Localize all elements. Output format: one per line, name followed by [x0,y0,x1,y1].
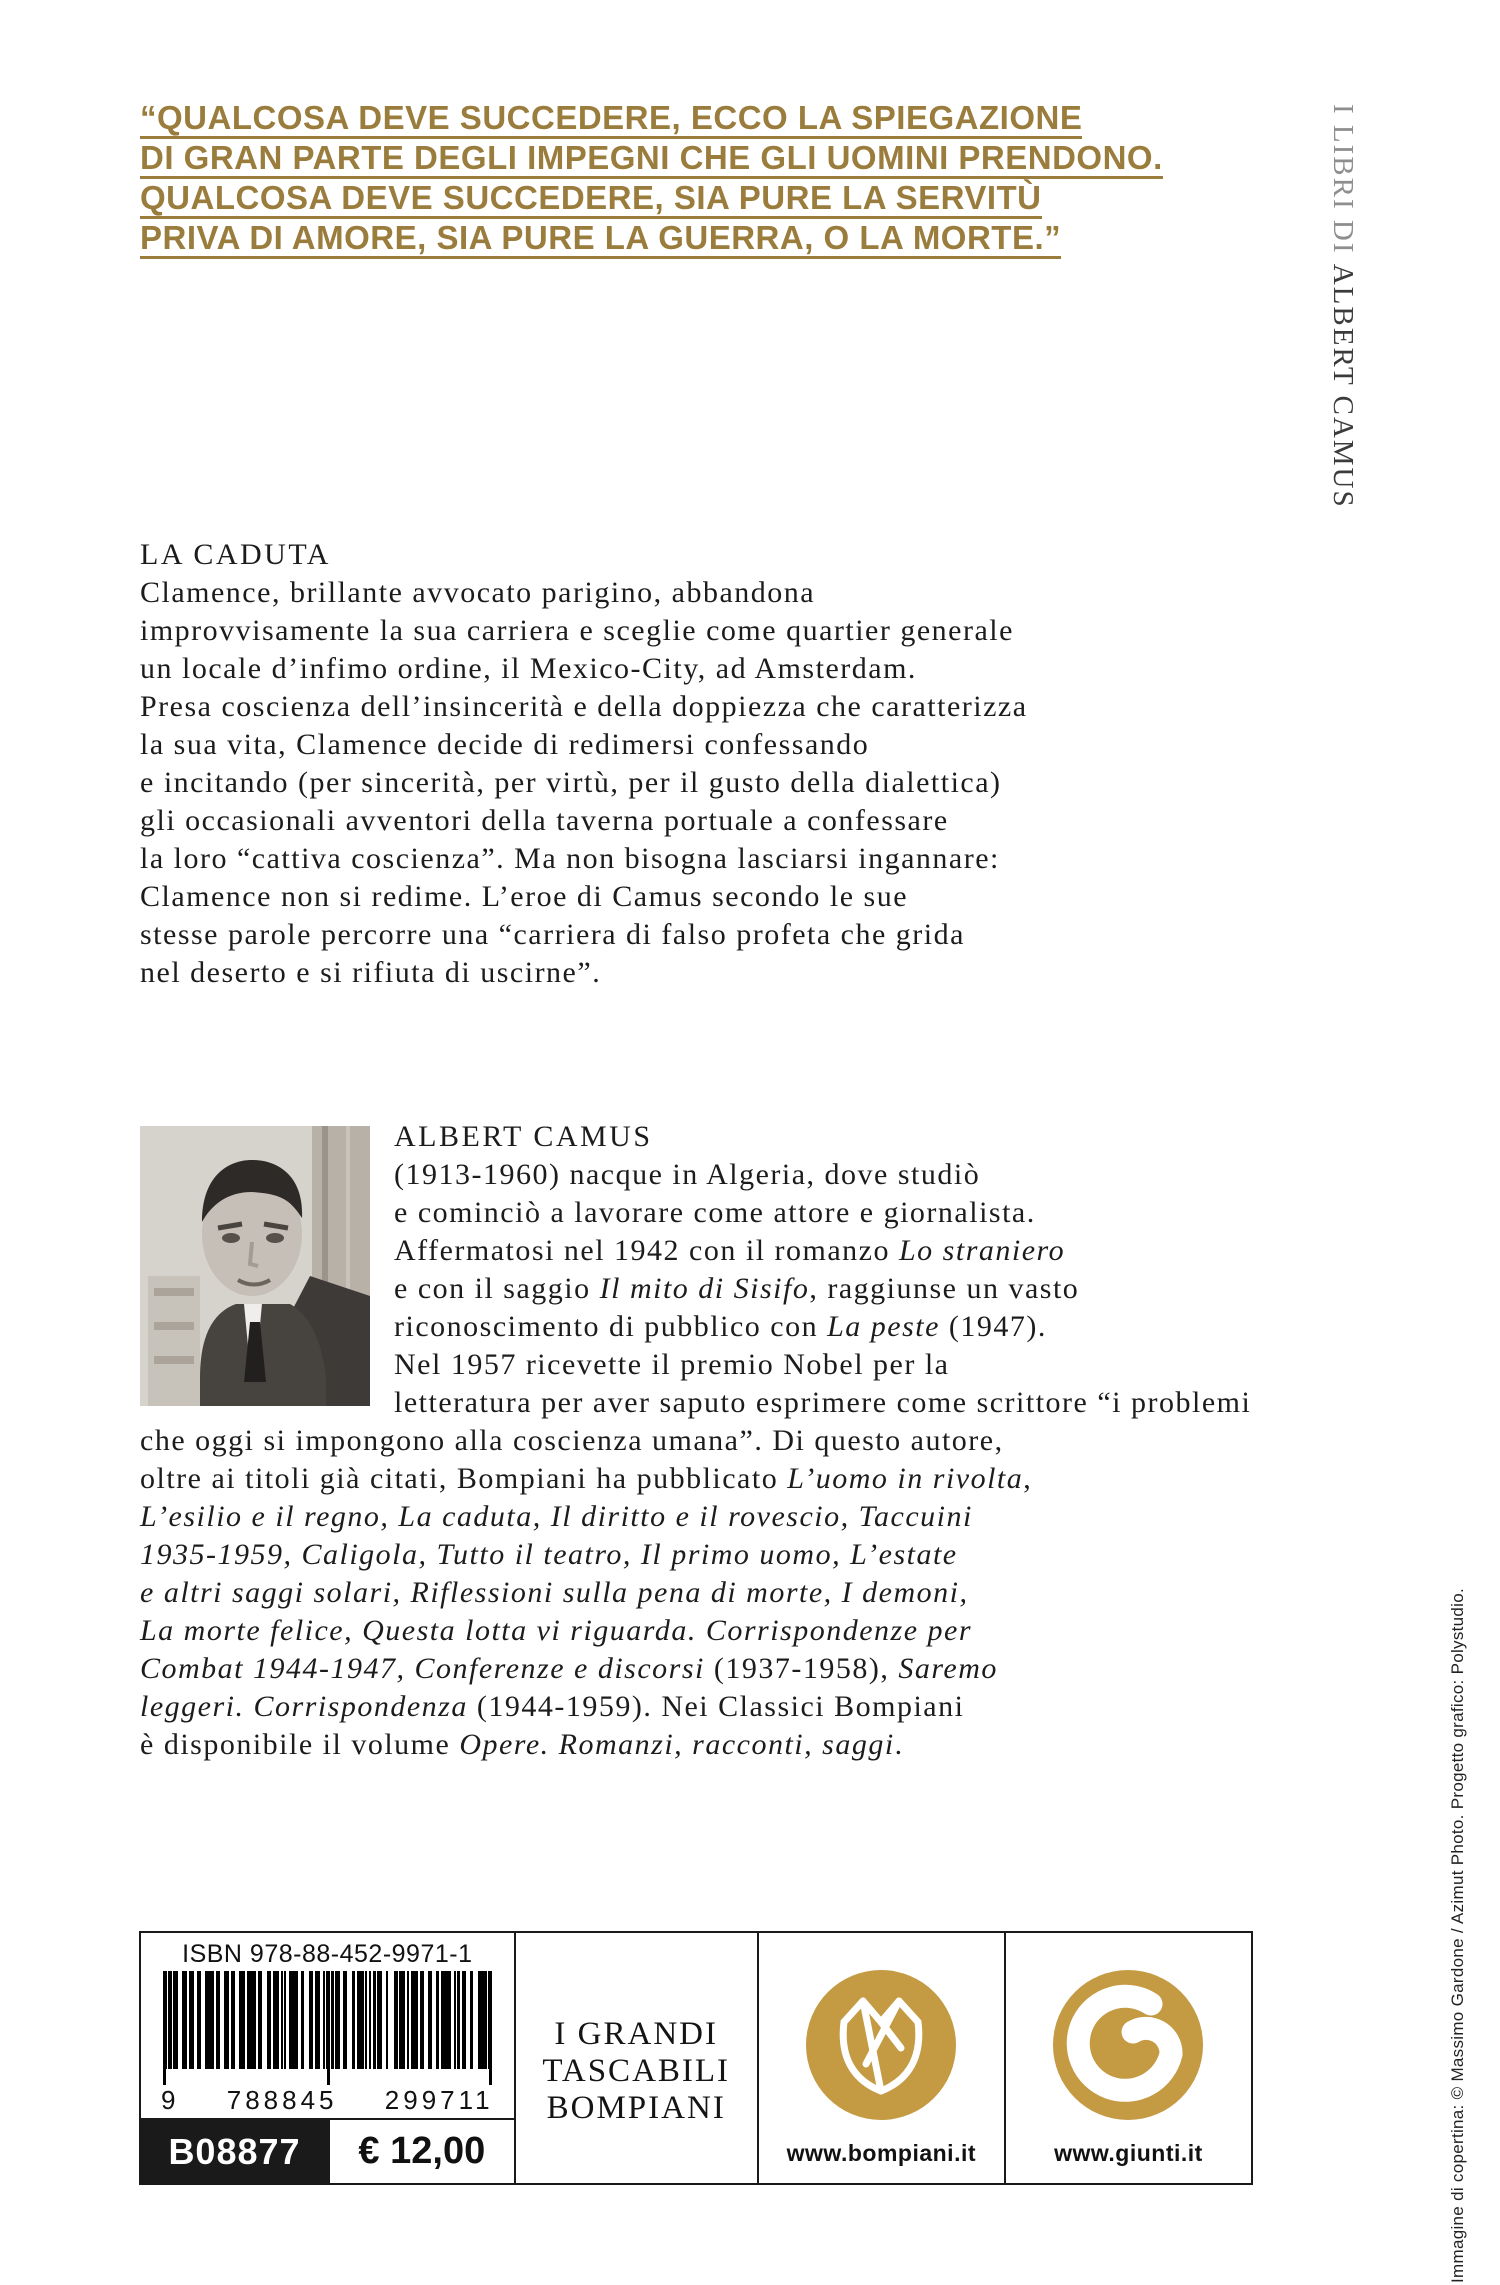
series-line: BOMPIANI [546,2089,726,2126]
barcode-digits: 9 788845 299711 [161,2085,494,2115]
bio-line: 1935-1959, Caligola, Tutto il teatro, Il primo uomo, L’estate [140,1538,958,1571]
bompiani-logo-icon [806,1970,956,2120]
footer-bar [139,1931,1253,2185]
series-logo-section [514,1933,757,2183]
giunti-section [1004,1933,1251,2183]
spine-author-name: ALBERT CAMUS [1327,263,1359,509]
series-line: TASCABILI [542,2052,731,2089]
quote-line: PRIVA DI AMORE, SIA PURE LA GUERRA, O LA MORTE.” [140,218,1163,258]
bio-line: e cominciò a lavorare come attore e giornalista. [394,1196,1036,1229]
bio-line: riconoscimento di pubblico con La peste (1947). [394,1310,1047,1343]
synopsis-line: e incitando (per sincerità, per virtù, per il gusto della dialettica) [140,766,1002,799]
barcode-area [141,1933,514,2118]
bio-line: e con il saggio Il mito di Sisifo, raggiunse un vasto [394,1272,1080,1305]
product-code: B08877 [141,2120,328,2183]
isbn-label: ISBN 978-88-452-9971-1 [182,1940,473,1968]
barcode [157,1971,498,2085]
cover-credits: Immagine di copertina: © Massimo Gardone / Azimut Photo. Progetto grafico: Polystudio. [1448,1587,1467,2283]
bio-line: è disponibile il volume Opere. Romanzi, racconti, saggi. [140,1728,904,1761]
bio-line: Nel 1957 ricevette il premio Nobel per la [394,1348,950,1381]
synopsis-line: stesse parole percorre una “carriera di falso profeta che grida [140,918,965,951]
quote-line: “QUALCOSA DEVE SUCCEDERE, ECCO LA SPIEGAZIONE [140,98,1163,138]
author-bio-block [140,1118,1320,1764]
series-name: I LIBRI DI [1327,104,1359,264]
synopsis-line: la loro “cattiva coscienza”. Ma non bisogna lasciarsi ingannare: [140,842,1000,875]
synopsis-line: Presa coscienza dell’insincerità e della doppiezza che caratterizza [140,690,1028,723]
bio-line: Combat 1944-1947, Conferenze e discorsi (1937-1958), Saremo [140,1652,998,1685]
bio-line: letteratura per aver saputo esprimere come scrittore “i problemi [394,1386,1252,1419]
bio-line: (1913-1960) nacque in Algeria, dove studiò [394,1158,981,1191]
barcode-guard-right [489,1971,492,2085]
quote-line: QUALCOSA DEVE SUCCEDERE, SIA PURE LA SERVITÙ [140,178,1163,218]
bompiani-url: www.bompiani.it [786,2140,977,2166]
giunti-logo-icon [1053,1970,1203,2120]
synopsis-line: Clamence non si redime. L’eroe di Camus secondo le sue [140,880,909,913]
synopsis-line: gli occasionali avventori della taverna portuale a confessare [140,804,949,837]
book-title: LA CADUTA [140,538,331,571]
synopsis-line: improvvisamente la sua carriera e sceglie come quartier generale [140,614,1014,647]
bio-line: e altri saggi solari, Riflessioni sulla pena di morte, I demoni, [140,1576,969,1609]
barcode-guard-middle [327,1971,330,2085]
synopsis-line: Clamence, brillante avvocato parigino, abbandona [140,576,816,609]
series-spine-label [1326,104,1359,509]
quote-line: DI GRAN PARTE DEGLI IMPEGNI CHE GLI UOMINI PRENDONO. [140,138,1163,178]
bio-line: La morte felice, Questa lotta vi riguarda. Corrispondenze per [140,1614,973,1647]
bio-line: Affermatosi nel 1942 con il romanzo Lo straniero [394,1234,1066,1267]
synopsis-block [140,536,1028,992]
author-photo [140,1126,370,1406]
bio-author-name: ALBERT CAMUS [394,1120,653,1153]
pull-quote [140,98,1163,258]
price: € 12,00 [328,2120,514,2183]
bompiani-section [757,1933,1004,2183]
giunti-url: www.giunti.it [1054,2140,1203,2166]
barcode-guard-left [163,1971,166,2085]
synopsis-line: nel deserto e si rifiuta di uscirne”. [140,956,602,989]
bio-line: leggeri. Corrispondenza (1944-1959). Nei Classici Bompiani [140,1690,965,1723]
bio-line: oltre ai titoli già citati, Bompiani ha pubblicato L’uomo in rivolta, [140,1462,1033,1495]
synopsis-line: la sua vita, Clamence decide di redimersi confessando [140,728,870,761]
series-line: I GRANDI [554,2015,718,2052]
bio-line: L’esilio e il regno, La caduta, Il diritto e il rovescio, Taccuini [140,1500,973,1533]
barcode-section [141,1933,514,2183]
synopsis-line: un locale d’infimo ordine, il Mexico-City, ad Amsterdam. [140,652,917,685]
bio-line: che oggi si impongono alla coscienza umana”. Di questo autore, [140,1424,1004,1457]
code-price-row [141,2118,514,2183]
